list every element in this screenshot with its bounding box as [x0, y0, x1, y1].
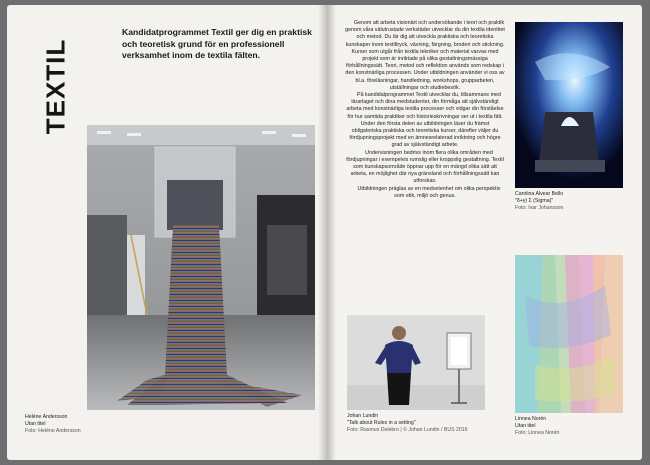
bello-caption [515, 191, 563, 211]
body-paragraph: På kandidatprogrammet Textil utvecklar du, tillsammans med lärarlaget och dina medstudenter, din förmåga att självständigt arbeta med konstnärliga textila processer och vidgar din förståelse för hur samtida praktiker och historieskrivningar ser ut i textila fält. Under den första delen av utbildningen läser du främst obligatoriska praktiska och teoretiska kurser, därefter väljer du fördjupningsprojekt med en ämnesrelaterad inriktning och högre grad av självständigt arbete. [346, 92, 504, 149]
photo-light-installation [515, 22, 623, 188]
right-page [327, 5, 642, 460]
caption-artist-name: Heléne Andersson [25, 414, 68, 420]
caption-photo-credit: Foto: Rasmus Delebro | © Johan Lundin / BUS 2016 [347, 426, 468, 433]
caption-artwork-title: "δ+γ) Σ (Sigma)" [515, 197, 554, 204]
photo-performer-with-lamp [347, 315, 485, 410]
caption-artwork-title: Utan titel [25, 420, 46, 427]
body-paragraph: Utbildningen präglas av en medvetenhet om olika perspektiv som etik, miljö och genus. [357, 185, 501, 199]
caption-artist-name: Carolina Alvear Bello [515, 191, 564, 197]
caption-artist-name: Johan Lundin [347, 413, 379, 419]
body-text-column [345, 20, 505, 200]
light-installation-illustration [515, 22, 623, 188]
caption-artwork-title: "Talk about Rules in a setting" [347, 419, 416, 426]
performer-illustration [347, 315, 485, 410]
photo-colored-fabrics [515, 255, 623, 413]
body-paragraph: Undervisningen bedrivs inom flera olika områden med fördjupningar i exempelvis rumslig eller kroppslig gestaltning. Textil som kunskapsområde öppnar upp för en mängd olika sätt att arbeta, en möjlighet där nya gränsland och förhållningssätt kan utforskas. [346, 149, 504, 185]
colored-fabrics-illustration [515, 255, 623, 413]
noren-caption [515, 416, 559, 436]
main-photo-textile-installation [87, 125, 315, 410]
vertical-title-text: TEXTIL [40, 38, 71, 135]
caption-photo-credit: Foto: Ivar Johansson [515, 204, 564, 211]
lundin-caption [347, 413, 468, 433]
installation-illustration [87, 125, 315, 410]
left-page [7, 5, 327, 460]
caption-photo-credit: Foto: Linnea Norén [515, 429, 560, 436]
caption-artwork-title: Utan titel [515, 422, 536, 429]
vertical-title [35, 33, 69, 143]
caption-artist-name: Linnea Norén [515, 416, 547, 422]
lead-paragraph: Kandidatprogrammet Textil ger dig en praktisk och teoretisk grund för en professionell verksamhet inom de textila fälten. [122, 27, 312, 60]
main-photo-caption [25, 414, 81, 434]
body-paragraph: Genom att arbeta visionärt och undersökande i teori och praktik genom våra välutrustade verkstäder utvecklar du din textila identitet och metod. Du lär dig att utveckla praktiska och teoretiska kunskaper inom textiltryck, vävning, färgning, broderi och stickning. Kurser som utgår från textila tekniker och material varvas med projekt som är inriktade på olika gestaltningsmässiga förhållningssätt. Teori, metod och reflektion används som redskap i den konstnärliga processen. Under utbildningen använder vi oss av bl.a. föreläsningar, handledning, workshops, grupparbeten, utställningar och studiebesök. [345, 20, 505, 91]
caption-photo-credit: Foto: Heléne Andersson [25, 427, 81, 434]
